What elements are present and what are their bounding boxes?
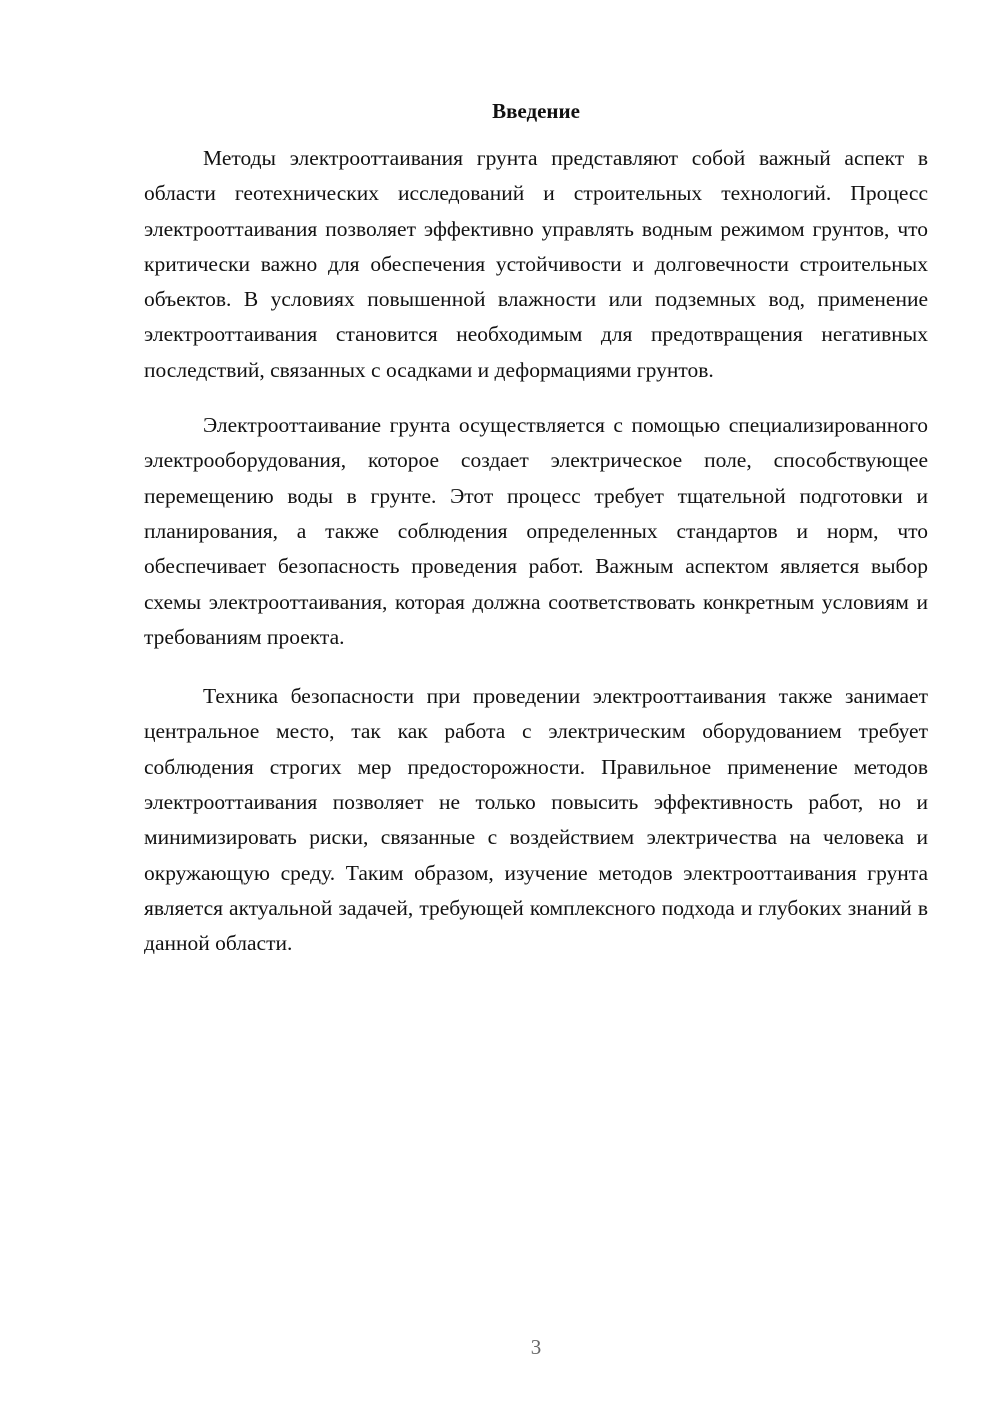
paragraph-1: Методы электрооттаивания грунта представляют собой важный аспект в области геотехнических исследований и строительных технологий. Процесс электрооттаивания позволяет эффективно управлять водным режимом грунтов, что критически важно для обеспечения устойчивости и долговечности строительных объектов. В условиях повышенной влажности или подземных вод, применение электрооттаивания становится необходимым для предотвращения негативных последствий, связанных с осадками и деформациями грунтов. <box>144 146 928 382</box>
body-text <box>144 141 928 982</box>
paragraph-2: Электрооттаивание грунта осуществляется с помощью специализированного электрооборудования, которое создает электрическое поле, способствующее перемещению воды в грунте. Этот процесс требует тщательной подготовки и планирования, а также соблюдения определенных стандартов и норм, что обеспечивает безопасность проведения работ. Важным аспектом является выбор схемы электрооттаивания, которая должна соответствовать конкретным условиям и требованиям проекта. <box>144 413 928 649</box>
section-heading: Введение <box>492 99 580 123</box>
paragraph-3: Техника безопасности при проведении электрооттаивания также занимает центральное место, так как работа с электрическим оборудованием требует соблюдения строгих мер предосторожности. Правильное применение методов электрооттаивания позволяет не только повысить эффективность работ, но и минимизировать риски, связанные с воздействием электричества на человека и окружающую среду. Таким образом, изучение методов электрооттаивания грунта является актуальной задачей, требующей комплексного подхода и глубоких знаний в данной области. <box>144 684 928 956</box>
page-number: 3 <box>530 1335 542 1359</box>
